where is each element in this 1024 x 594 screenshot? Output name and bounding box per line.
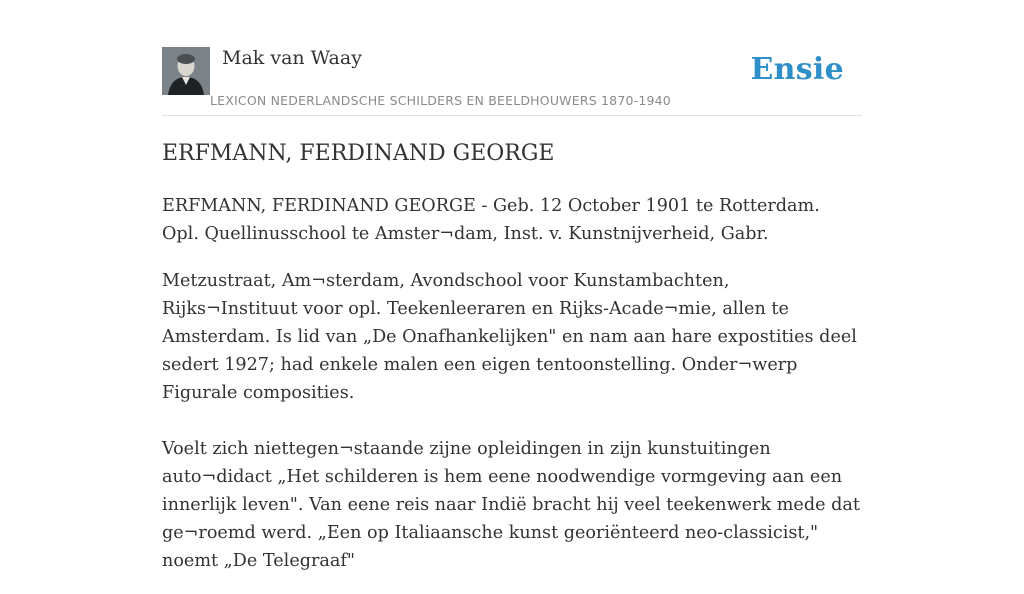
author-name[interactable]: Mak van Waay <box>222 47 362 69</box>
article-body <box>162 192 862 594</box>
article-title: ERFMANN, FERDINAND GEORGE <box>162 141 555 166</box>
avatar[interactable] <box>162 47 210 95</box>
article-header <box>162 46 862 116</box>
source-title[interactable]: LEXICON NEDERLANDSCHE SCHILDERS EN BEELDHOUWERS 1870-1940 <box>210 93 671 108</box>
article-paragraph-2: Metzustraat, Am¬sterdam, Avondschool voor Kunstambachten, Rijks¬Instituut voor opl. Teekenleeraren en Rijks-Acade¬mie, allen te Amsterdam. Is lid van „De Onafhankelijken" en nam aan hare expostities deel sedert 1927; had enkele malen een eigen tentoonstelling. Onder¬werp Figurale composities. Voelt zich niettegen¬staande zijne opleidingen in zijn kunstuitingen auto¬didact „Het schilderen is hem eene noodwendige vormgeving aan een innerlijk leven". Van eene reis naar Indië bracht hij veel teekenwerk mede dat ge¬roemd werd. „Een op Italiaansche kunst georiënteerd neo-classicist," noemt „De Telegraaf" <box>162 271 860 571</box>
ensie-logo[interactable]: Ensie <box>750 52 844 87</box>
author-portrait-icon <box>162 47 210 95</box>
article-paragraph-1: ERFMANN, FERDINAND GEORGE - Geb. 12 October 1901 te Rotterdam. Opl. Quellinusschool te Amster¬dam, Inst. v. Kunstnijverheid, Gabr. <box>162 196 820 244</box>
